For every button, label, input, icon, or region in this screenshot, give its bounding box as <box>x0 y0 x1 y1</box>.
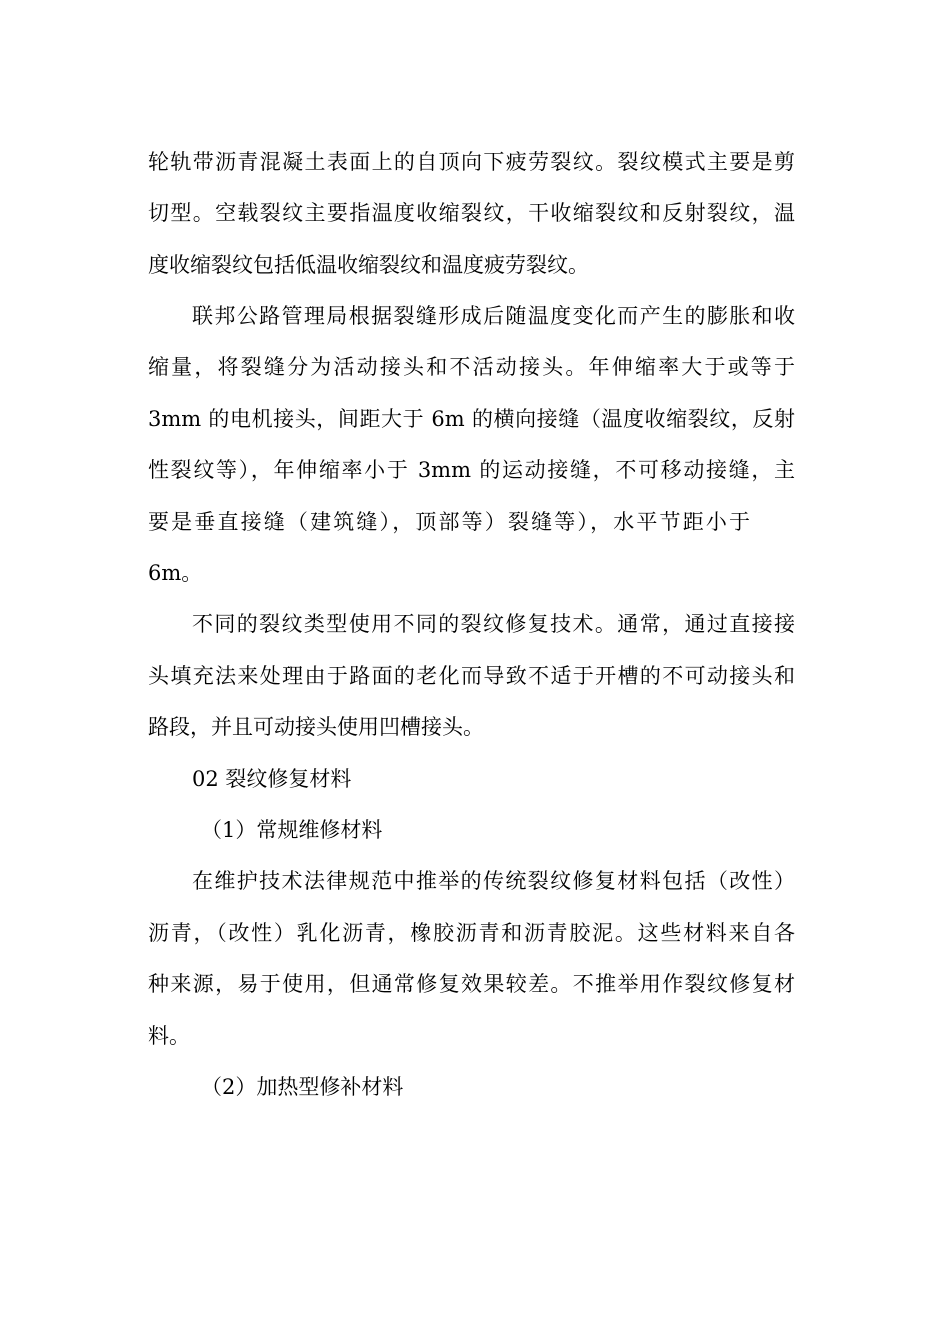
paragraph-line: 6m。 <box>148 561 203 585</box>
paragraph-line: 不同的裂纹类型使用不同的裂纹修复技术。通常，通过直接接 <box>192 612 795 636</box>
subsection-heading: （1）常规维修材料 <box>201 818 383 842</box>
paragraph-line: 3mm 的电机接头，间距大于 6m 的横向接缝（温度收缩裂纹，反射 <box>148 407 795 431</box>
paragraph-line: 切型。空载裂纹主要指温度收缩裂纹，干收缩裂纹和反射裂纹，温 <box>148 201 795 225</box>
paragraph-line: 联邦公路管理局根据裂缝形成后随温度变化而产生的膨胀和收 <box>192 304 795 328</box>
paragraph-line: 要是垂直接缝（建筑缝），顶部等）裂缝等），水平节距小于 <box>148 510 750 534</box>
paragraph-line: 缩量，将裂缝分为活动接头和不活动接头。年伸缩率大于或等于 <box>148 355 795 379</box>
paragraph-line: 沥青，（改性）乳化沥青，橡胶沥青和沥青胶泥。这些材料来自各 <box>148 921 795 945</box>
paragraph-line: 料。 <box>148 1024 190 1048</box>
paragraph-line: 路段，并且可动接头使用凹槽接头。 <box>148 715 484 739</box>
paragraph-line: 种来源，易于使用，但通常修复效果较差。不推举用作裂纹修复材 <box>148 972 795 996</box>
paragraph-line: 轮轨带沥青混凝土表面上的自顶向下疲劳裂纹。裂纹模式主要是剪 <box>148 150 795 174</box>
section-heading: 02 裂纹修复材料 <box>192 767 352 791</box>
paragraph-line: 头填充法来处理由于路面的老化而导致不适于开槽的不可动接头和 <box>148 664 795 688</box>
paragraph-line: 性裂纹等），年伸缩率小于 3mm 的运动接缝，不可移动接缝，主 <box>148 458 795 482</box>
paragraph-line: 在维护技术法律规范中推举的传统裂纹修复材料包括（改性） <box>192 869 795 893</box>
subsection-heading: （2）加热型修补材料 <box>201 1075 404 1099</box>
paragraph-line: 度收缩裂纹包括低温收缩裂纹和温度疲劳裂纹。 <box>148 253 589 277</box>
